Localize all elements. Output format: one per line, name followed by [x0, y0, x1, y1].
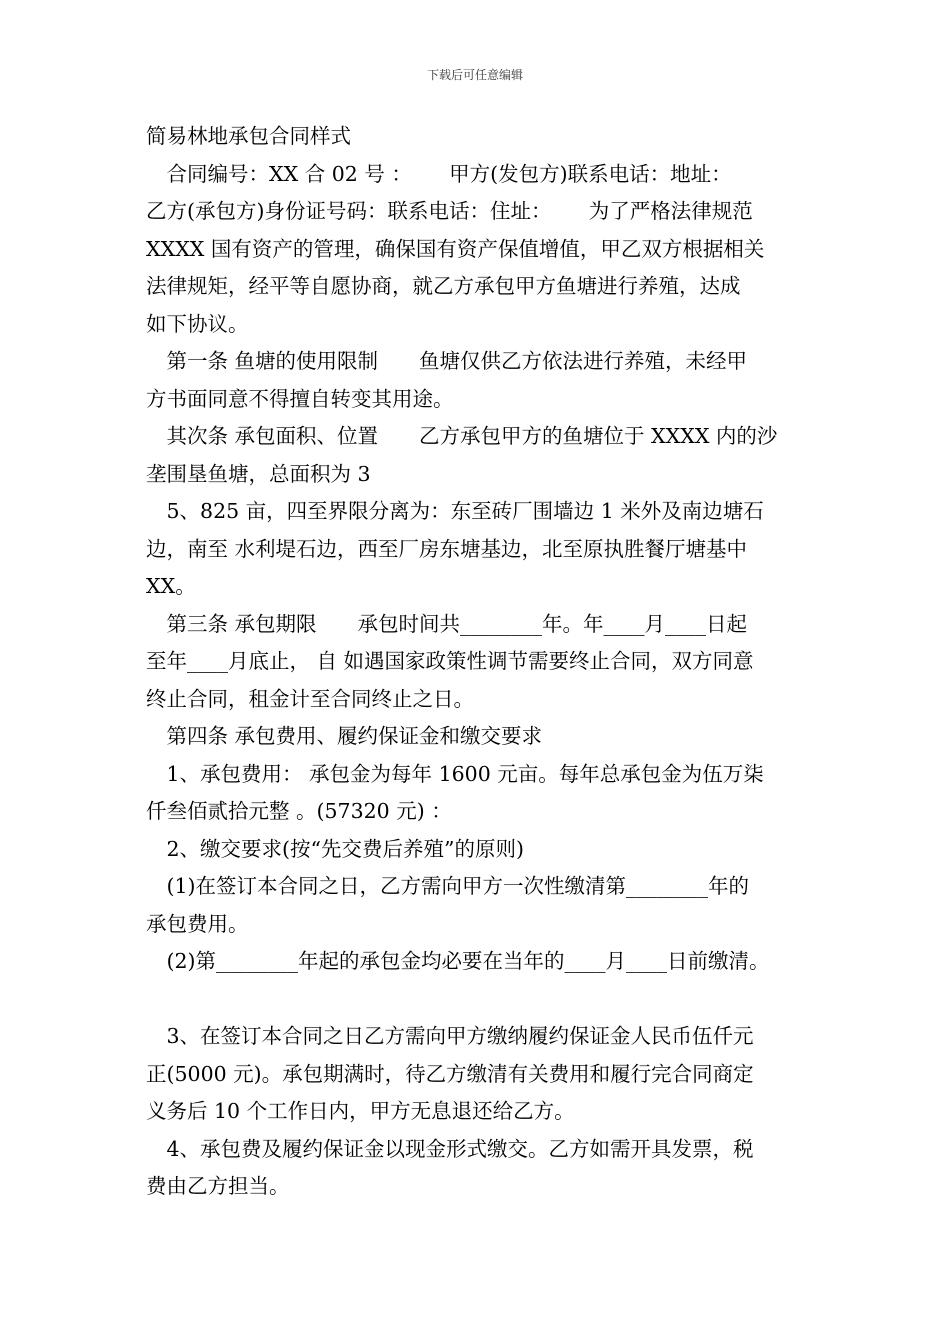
text-line: (1)在签订本合同之日，乙方需向甲方一次性缴清第________年的 [146, 874, 750, 898]
text-line: 至年____月底止， 自 如遇国家政策性调节需要终止合同，双方同意 [146, 649, 754, 673]
text-line: 仟叁佰贰拾元整 。(57320 元) ： [146, 799, 452, 823]
text-line: 5、825 亩，四至界限分离为：东至砖厂围墙边 1 米外及南边塘石 [146, 499, 764, 523]
text-line: 法律规矩，经平等自愿协商，就乙方承包甲方鱼塘进行养殖，达成 [146, 274, 741, 298]
text-line: 合同编号：XX 合 02 号 ： 甲方(发包方)联系电话：地址： [146, 161, 732, 186]
text-line: XXXX 国有资产的管理，确保国有资产保值增值，甲乙双方根据相关 [146, 236, 765, 261]
text-line: 第四条 承包费用、履约保证金和缴交要求 [146, 724, 543, 748]
text-line: 正(5000 元)。承包期满时，待乙方缴清有关费用和履行完合同商定 [146, 1061, 754, 1086]
document-body [146, 118, 816, 1206]
text-line: 方书面同意不得擅自转变其用途。 [146, 386, 454, 411]
text-line: 终止合同，租金计至合同终止之日。 [146, 686, 474, 711]
text-line: 乙方(承包方)身份证号码：联系电话：住址： 为了严格法律规范 [146, 199, 753, 223]
text-line: 垄围垦鱼塘，总面积为 3 [146, 461, 371, 486]
document-title: 简易林地承包合同样式 [146, 124, 351, 148]
text-line: 2、缴交要求(按“先交费后养殖”的原则) [146, 836, 524, 861]
text-line: 费由乙方担当。 [146, 1174, 290, 1198]
text-line: 第一条 鱼塘的使用限制 鱼塘仅供乙方依法进行养殖，未经甲 [146, 349, 748, 373]
text-line: 义务后 10 个工作日内，甲方无息退还给乙方。 [146, 1099, 575, 1123]
text-line: 如下协议。 [146, 311, 249, 336]
text-line: 3、在签订本合同之日乙方需向甲方缴纳履约保证金人民币伍仟元 [146, 1024, 754, 1048]
text-line: XX。 [146, 574, 196, 598]
page-header: 下载后可任意编辑 [426, 68, 523, 82]
blank-line [146, 981, 816, 1019]
text-line: 1、承包费用： 承包金为每年 1600 元亩。每年总承包金为伍万柒 [146, 761, 764, 786]
text-line: 第三条 承包期限 承包时间共________年。年____月____日起 [146, 611, 748, 636]
text-line: 4、承包费及履约保证金以现金形式缴交。乙方如需开具发票，税 [146, 1136, 754, 1161]
text-line: 其次条 承包面积、位置 乙方承包甲方的鱼塘位于 XXXX 内的沙 [146, 424, 778, 448]
text-line: 边，南至 水利堤石边，西至厂房东塘基边，北至原执胜餐厅塘基中 [146, 536, 748, 561]
text-line: (2)第________年起的承包金均必要在当年的____月____日前缴清。 [146, 949, 770, 973]
text-line: 承包费用。 [146, 911, 249, 936]
